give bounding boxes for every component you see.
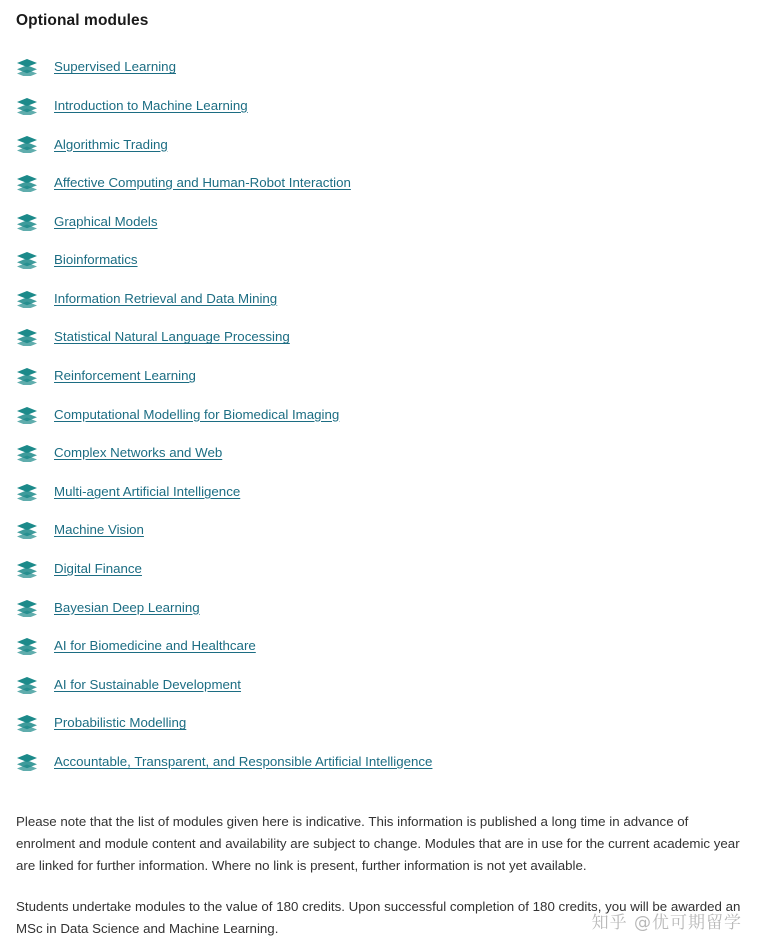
stack-layers-icon (16, 174, 38, 192)
list-item (16, 550, 748, 589)
stack-layers-icon (16, 406, 38, 424)
stack-layers-icon (16, 444, 38, 462)
list-item (16, 357, 748, 396)
module-link[interactable]: Digital Finance (54, 561, 142, 577)
stack-layers-icon (16, 753, 38, 771)
list-item (16, 473, 748, 512)
stack-layers-icon (16, 58, 38, 76)
stack-layers-icon (16, 367, 38, 385)
stack-layers-icon (16, 213, 38, 231)
list-item (16, 202, 748, 241)
module-link[interactable]: Graphical Models (54, 213, 158, 229)
stack-layers-icon (16, 290, 38, 308)
module-link[interactable]: Bayesian Deep Learning (54, 599, 200, 615)
module-link[interactable]: Introduction to Machine Learning (54, 97, 248, 113)
stack-layers-icon (16, 560, 38, 578)
module-link[interactable]: Machine Vision (54, 522, 144, 538)
module-link[interactable]: Reinforcement Learning (54, 368, 196, 384)
module-link[interactable]: Computational Modelling for Biomedical Imaging (54, 406, 340, 422)
stack-layers-icon (16, 599, 38, 617)
module-link[interactable]: Multi-agent Artificial Intelligence (54, 483, 241, 499)
list-item (16, 395, 748, 434)
list-item (16, 280, 748, 319)
list-item (16, 511, 748, 550)
stack-layers-icon (16, 676, 38, 694)
list-item (16, 125, 748, 164)
stack-layers-icon (16, 328, 38, 346)
stack-layers-icon (16, 714, 38, 732)
credits-note: Students undertake modules to the value of 180 credits. Upon successful completion of 180 credits, you will be awarded an MSc in Data Science and Machine Learning. (16, 899, 741, 937)
optional-modules-list (16, 48, 748, 781)
list-item (16, 704, 748, 743)
stack-layers-icon (16, 97, 38, 115)
module-link[interactable]: Supervised Learning (54, 59, 176, 75)
stack-layers-icon (16, 135, 38, 153)
watermark: 知乎 @优可期留学 (591, 913, 742, 933)
page-title: Optional modules (16, 12, 149, 29)
module-link[interactable]: Algorithmic Trading (54, 136, 168, 152)
stack-layers-icon (16, 637, 38, 655)
notes-section (16, 811, 748, 940)
module-link[interactable]: AI for Biomedicine and Healthcare (54, 638, 256, 654)
list-item (16, 434, 748, 473)
list-item (16, 318, 748, 357)
list-item (16, 241, 748, 280)
list-item (16, 164, 748, 203)
module-link[interactable]: Probabilistic Modelling (54, 715, 187, 731)
list-item (16, 627, 748, 666)
module-link[interactable]: Affective Computing and Human-Robot Interaction (54, 175, 351, 191)
module-link[interactable]: Accountable, Transparent, and Responsible Artificial Intelligence (54, 754, 433, 769)
stack-layers-icon (16, 483, 38, 501)
module-link[interactable]: AI for Sustainable Development (54, 676, 242, 692)
module-link[interactable]: Statistical Natural Language Processing (54, 329, 290, 345)
list-item (16, 48, 748, 87)
stack-layers-icon (16, 521, 38, 539)
list-item (16, 743, 748, 782)
stack-layers-icon (16, 251, 38, 269)
list-item (16, 588, 748, 627)
module-link[interactable]: Information Retrieval and Data Mining (54, 290, 278, 306)
indicative-modules-note: Please note that the list of modules given here is indicative. This information is published a long time in advance of enrolment and module content and availability are subject to change. Modules that are in use for the current academic year are linked for further information. Where no link is present, further information is not yet available. (16, 814, 740, 874)
module-link[interactable]: Complex Networks and Web (54, 445, 223, 461)
page-content (0, 12, 764, 940)
list-item (16, 666, 748, 705)
list-item (16, 87, 748, 126)
module-link[interactable]: Bioinformatics (54, 252, 138, 268)
